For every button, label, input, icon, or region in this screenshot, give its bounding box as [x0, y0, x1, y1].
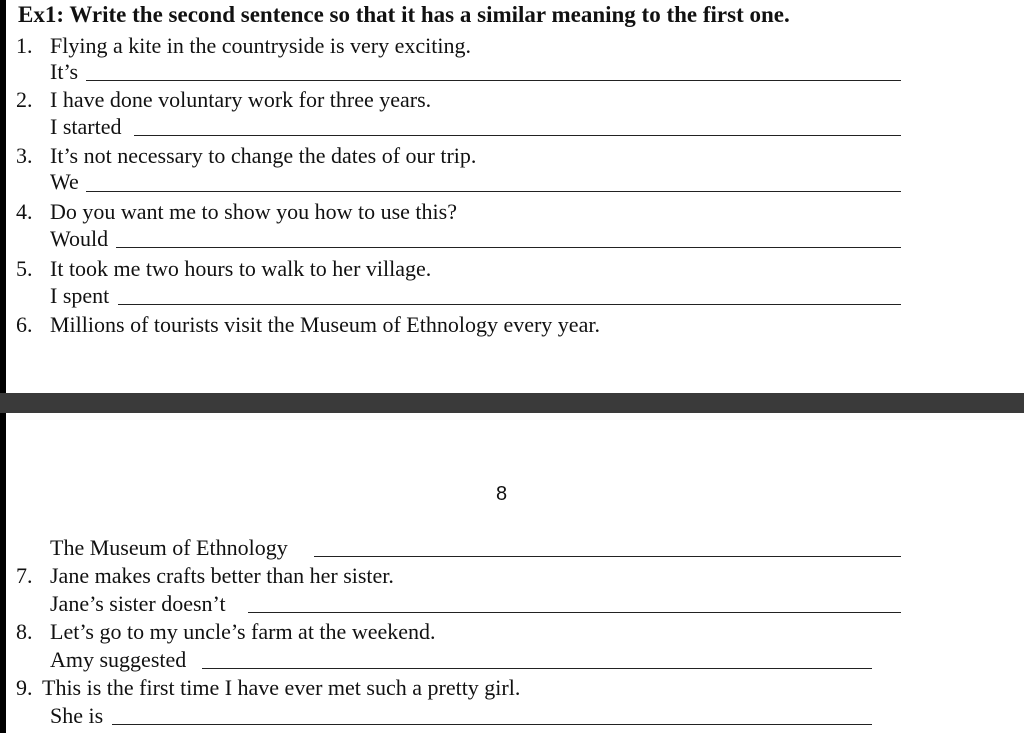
item-sentence-1: Flying a kite in the countryside is very exciting.	[50, 33, 471, 58]
item-number-6: 6.	[16, 312, 33, 337]
item-number-2: 2.	[16, 87, 33, 112]
page-number: 8	[496, 483, 508, 505]
answer-line-6[interactable]	[314, 556, 901, 557]
page-break-bar	[0, 393, 1024, 413]
item-prompt-5: I spent	[50, 283, 110, 308]
answer-line-9[interactable]	[112, 724, 872, 725]
item-prompt-2: I started	[50, 114, 122, 139]
item-sentence-9: This is the first time I have ever met such a pretty girl.	[42, 675, 521, 700]
item-prompt-8: Amy suggested	[50, 647, 187, 672]
answer-line-4[interactable]	[116, 247, 901, 248]
item-number-3: 3.	[16, 143, 33, 168]
item-number-5: 5.	[16, 256, 33, 281]
answer-line-7[interactable]	[248, 612, 901, 613]
item-number-1: 1.	[16, 33, 33, 58]
item-prompt-3: We	[50, 169, 79, 194]
answer-line-8[interactable]	[202, 668, 872, 669]
item-sentence-4: Do you want me to show you how to use this?	[50, 199, 457, 224]
item-number-9: 9.	[16, 675, 33, 700]
worksheet-page-bottom	[6, 413, 1024, 733]
item-prompt-7: Jane’s sister doesn’t	[50, 591, 226, 616]
exercise-title: Ex1: Write the second sentence so that it has a similar meaning to the first one.	[18, 2, 790, 27]
answer-line-3[interactable]	[86, 191, 901, 192]
answer-line-2[interactable]	[134, 135, 901, 136]
item-sentence-8: Let’s go to my uncle’s farm at the weekend.	[50, 619, 436, 644]
item-prompt-9: She is	[50, 703, 104, 728]
item-sentence-3: It’s not necessary to change the dates of our trip.	[50, 143, 477, 168]
answer-line-5[interactable]	[118, 304, 901, 305]
item-prompt-4: Would	[50, 226, 109, 251]
item-sentence-5: It took me two hours to walk to her village.	[50, 256, 432, 281]
item-sentence-2: I have done voluntary work for three years.	[50, 87, 432, 112]
answer-line-1[interactable]	[86, 80, 901, 81]
item-prompt-6: The Museum of Ethnology	[50, 535, 288, 560]
item-sentence-7: Jane makes crafts better than her sister.	[50, 563, 394, 588]
item-sentence-6: Millions of tourists visit the Museum of Ethnology every year.	[50, 312, 600, 337]
item-number-7: 7.	[16, 563, 33, 588]
item-number-4: 4.	[16, 199, 33, 224]
item-prompt-1: It’s	[50, 59, 79, 84]
item-number-8: 8.	[16, 619, 33, 644]
worksheet-page-top	[6, 0, 1024, 393]
